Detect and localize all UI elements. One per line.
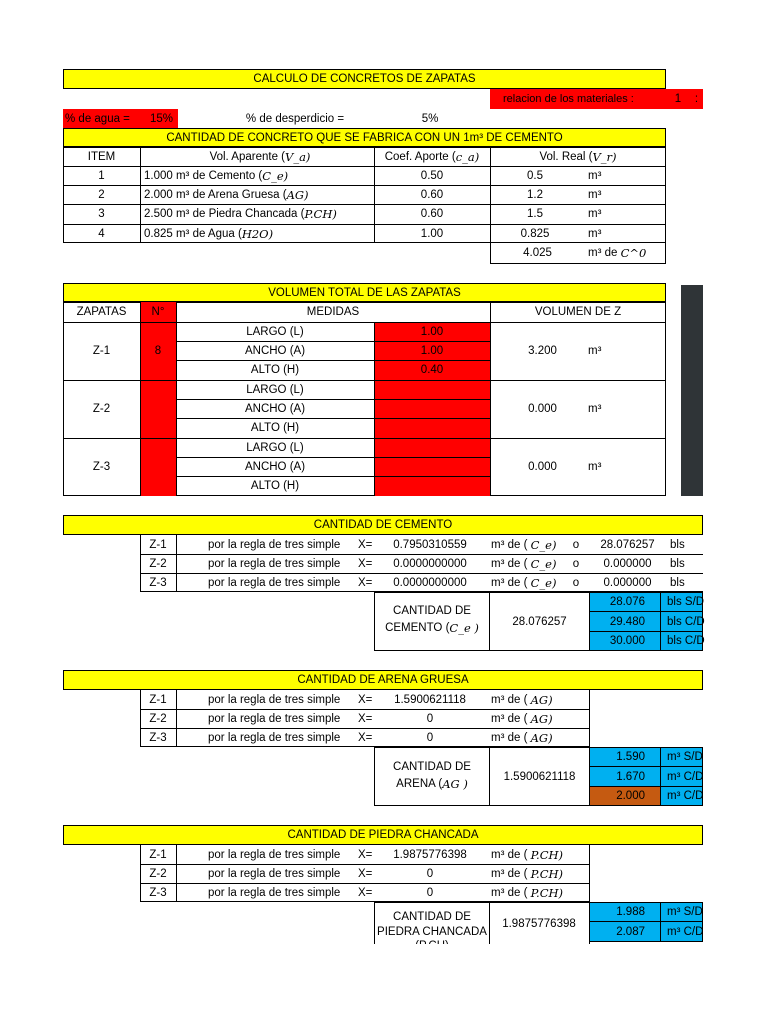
zapata-volume: 0.000 <box>528 403 557 415</box>
header-n: N° <box>151 306 165 318</box>
header-coef-text: Coef. Aporte ( <box>384 150 456 163</box>
item-vol-real: 0.825 <box>520 227 550 240</box>
col-divider <box>589 845 590 902</box>
agua-label: % de agua = <box>65 112 130 125</box>
summary-label-line1: CANTIDAD DE <box>393 761 471 773</box>
item-coef: 0.50 <box>420 169 444 182</box>
bolsas-unit: bls <box>670 576 685 589</box>
relacion-label: relacion de los materiales : <box>503 93 634 105</box>
dim-label: ALTO (H) <box>250 480 300 492</box>
rule-unit: m³ de ( AG) <box>491 730 553 745</box>
rule-unit: m³ de ( AG) <box>491 692 553 707</box>
header-coef <box>374 147 490 166</box>
zapata-volume: 3.200 <box>528 345 557 357</box>
col-divider <box>176 690 177 747</box>
desperdicio-value: 5% <box>421 112 439 125</box>
item-coef: 0.60 <box>420 188 444 201</box>
rule-or: o <box>572 576 580 589</box>
item-description: 2.000 m³ de Arena Gruesa ( AG) <box>144 187 309 202</box>
item-number: 3 <box>98 208 105 220</box>
col-divider <box>660 902 661 942</box>
zapata-ref: Z-1 <box>149 848 167 861</box>
item-description: 0.825 m³ de Agua ( H2O) <box>144 226 274 241</box>
rule-unit: m³ de ( C_e) <box>491 556 557 571</box>
zapata-ref: Z-1 <box>149 538 167 551</box>
result-value: 30.000 <box>609 635 645 647</box>
header-zapatas: ZAPATAS <box>76 306 127 318</box>
item-number: 4 <box>98 227 105 240</box>
rule-value: 1.5900621118 <box>394 693 466 706</box>
result-unit: m³ C/D <box>667 925 704 938</box>
agua-value: 15% <box>149 112 173 125</box>
rule-text: por la regla de tres simple <box>208 731 341 744</box>
rule-value: 0.0000000000 <box>393 576 467 589</box>
dim-label: ALTO (H) <box>250 364 300 376</box>
rule-unit: m³ de ( P.CH) <box>491 866 564 881</box>
dim-label: ALTO (H) <box>250 422 300 434</box>
item-unit: m³ <box>588 169 602 182</box>
relacion-separator: : <box>694 93 699 105</box>
rule-unit: m³ de ( P.CH) <box>491 847 564 862</box>
zapata-volume: 0.000 <box>528 461 557 473</box>
rule-text: por la regla de tres simple <box>208 538 341 551</box>
relacion-value: 1 <box>674 93 682 105</box>
cemento-title: CANTIDAD DE CEMENTO <box>63 515 703 535</box>
result-value: 29.480 <box>609 615 645 628</box>
summary-label-line1: CANTIDAD DE <box>393 605 471 617</box>
zapata-count: 8 <box>154 345 162 357</box>
zapata-ref: Z-2 <box>149 712 167 725</box>
item-description: 1.000 m³ de Cemento ( C_e) <box>144 168 289 183</box>
header-coef-symbol: c_a) <box>455 149 480 164</box>
header-vol-aparente-text: Vol. Aparente ( <box>209 150 286 163</box>
result-unit: m³ S/D <box>667 906 703 918</box>
rule-value: 0 <box>426 886 434 899</box>
rule-text: por la regla de tres simple <box>208 886 341 899</box>
zapata-name: Z-1 <box>92 345 111 357</box>
rule-value: 0 <box>426 731 434 744</box>
concreto-title: CANTIDAD DE CONCRETO QUE SE FABRICA CON UN 1m³ DE CEMENTO <box>63 128 666 147</box>
result-unit: bls C/D <box>667 615 705 628</box>
summary-label-line2: CEMENTO ( C_e ) <box>385 621 479 635</box>
rule-value: 0 <box>426 867 434 880</box>
concreto-total-unit: m³ de C^0 <box>588 246 647 260</box>
zapata-volume-unit: m³ <box>588 461 602 473</box>
col-divider <box>660 747 661 806</box>
item-number: 2 <box>98 188 105 201</box>
summary-label-line2: PIEDRA CHANCADA <box>377 926 487 938</box>
dim-value: 0.40 <box>420 364 444 376</box>
bolsas-unit: bls <box>670 557 685 570</box>
item-coef: 1.00 <box>420 227 444 240</box>
dim-label: ANCHO (A) <box>244 460 306 473</box>
rule-text: por la regla de tres simple <box>208 867 341 880</box>
dim-label: LARGO (L) <box>246 441 304 454</box>
summary-label-line2: ARENA ( AG ) <box>396 777 468 791</box>
dim-value: 1.00 <box>420 344 444 357</box>
result-value: 2.000 <box>616 790 645 802</box>
bolsas-value: 28.076257 <box>600 538 655 551</box>
col-divider <box>176 535 177 592</box>
rule-text: por la regla de tres simple <box>208 557 341 570</box>
zapata-ref: Z-2 <box>149 867 167 880</box>
dim-label: ANCHO (A) <box>244 344 306 357</box>
rule-value: 1.9875776398 <box>393 848 467 861</box>
rule-x: X= <box>358 557 373 570</box>
zapata-ref: Z-1 <box>149 693 167 706</box>
zapata-name: Z-2 <box>92 403 111 415</box>
cemento-summary-value: 28.076257 <box>489 592 590 651</box>
rule-unit: m³ de ( C_e) <box>491 575 557 590</box>
desperdicio-label: % de desperdicio = <box>245 112 345 125</box>
zapata-ref: Z-3 <box>149 886 167 899</box>
header-item: ITEM <box>87 150 116 163</box>
rule-x: X= <box>358 693 373 706</box>
rule-text: por la regla de tres simple <box>208 576 341 589</box>
rule-x: X= <box>358 731 373 744</box>
result-value: 28.076 <box>609 596 645 608</box>
rule-unit: m³ de ( P.CH) <box>491 885 564 900</box>
piedra-summary-value: 1.9875776398 <box>489 902 590 944</box>
rule-value: 0.7950310559 <box>393 538 467 551</box>
result-value: 2.087 <box>616 925 645 938</box>
rule-text: por la regla de tres simple <box>208 712 341 725</box>
result-unit: bls S/D <box>667 596 705 608</box>
zapata-ref: Z-2 <box>149 557 167 570</box>
zapata-volume-unit: m³ <box>588 403 602 415</box>
col-divider <box>490 302 491 496</box>
piedra-title: CANTIDAD DE PIEDRA CHANCADA <box>63 825 703 845</box>
concreto-total-value: 4.025 <box>523 247 552 259</box>
header-vol-real <box>490 147 666 166</box>
zapata-ref: Z-3 <box>149 731 167 744</box>
item-vol-real: 1.5 <box>527 208 543 220</box>
rule-x: X= <box>358 712 373 725</box>
header-vol-aparente <box>160 147 360 166</box>
dark-sidebar-panel <box>681 285 703 496</box>
dim-label: LARGO (L) <box>246 325 304 338</box>
result-unit: m³ C/D <box>667 790 704 802</box>
rule-x: X= <box>358 867 373 880</box>
header-volumen: VOLUMEN DE Z <box>534 306 622 318</box>
header-vol-real-symbol: V_r) <box>592 149 617 164</box>
zapata-ref: Z-3 <box>149 576 167 589</box>
rule-value: 0 <box>426 712 434 725</box>
rule-x: X= <box>358 848 373 861</box>
item-coef: 0.60 <box>420 208 444 220</box>
result-unit: m³ C/D <box>667 770 704 783</box>
dim-label: LARGO (L) <box>246 383 304 396</box>
result-value: 1.670 <box>616 770 645 783</box>
item-description: 2.500 m³ de Piedra Chancada ( P.CH) <box>144 207 337 221</box>
zapata-name: Z-3 <box>92 461 111 473</box>
bolsas-value: 0.000000 <box>603 576 652 589</box>
result-unit: bls C/D <box>667 635 705 647</box>
bolsas-value: 0.000000 <box>603 557 652 570</box>
rule-value: 0.0000000000 <box>393 557 467 570</box>
rule-unit: m³ de ( C_e) <box>491 537 557 552</box>
bolsas-unit: bls <box>670 538 685 551</box>
item-vol-real: 1.2 <box>527 188 543 201</box>
result-unit: m³ S/D <box>667 751 703 763</box>
sheet-title: CALCULO DE CONCRETOS DE ZAPATAS <box>63 69 666 89</box>
header-vol-real-text: Vol. Real ( <box>539 150 593 163</box>
dim-label: ANCHO (A) <box>244 402 306 415</box>
zapata-volume-unit: m³ <box>588 345 602 357</box>
piedra-summary-label-box <box>374 902 490 944</box>
col-divider <box>660 592 661 651</box>
dim-value: 1.00 <box>420 325 444 338</box>
result-value: 1.988 <box>616 906 645 918</box>
item-number: 1 <box>98 169 105 182</box>
summary-label-line1: CANTIDAD DE <box>393 911 471 923</box>
rule-x: X= <box>358 538 373 551</box>
rule-or: o <box>572 557 580 570</box>
rule-text: por la regla de tres simple <box>208 848 341 861</box>
header-vol-aparente-symbol: V_a) <box>285 149 311 164</box>
item-unit: m³ <box>588 208 602 220</box>
zapatas-title: VOLUMEN TOTAL DE LAS ZAPATAS <box>63 283 666 302</box>
header-medidas: MEDIDAS <box>306 306 360 318</box>
item-unit: m³ <box>588 188 602 201</box>
result-value: 1.590 <box>616 751 645 763</box>
col-divider <box>589 690 590 747</box>
rule-text: por la regla de tres simple <box>208 693 341 706</box>
rule-unit: m³ de ( AG) <box>491 711 553 726</box>
arena-summary-value: 1.5900621118 <box>489 747 590 806</box>
col-divider <box>176 845 177 902</box>
rule-x: X= <box>358 576 373 589</box>
item-unit: m³ <box>588 227 602 240</box>
item-vol-real: 0.5 <box>527 169 543 182</box>
rule-x: X= <box>358 886 373 899</box>
page-bottom-margin <box>0 944 768 1024</box>
arena-title: CANTIDAD DE ARENA GRUESA <box>63 670 703 690</box>
rule-or: o <box>572 538 580 551</box>
